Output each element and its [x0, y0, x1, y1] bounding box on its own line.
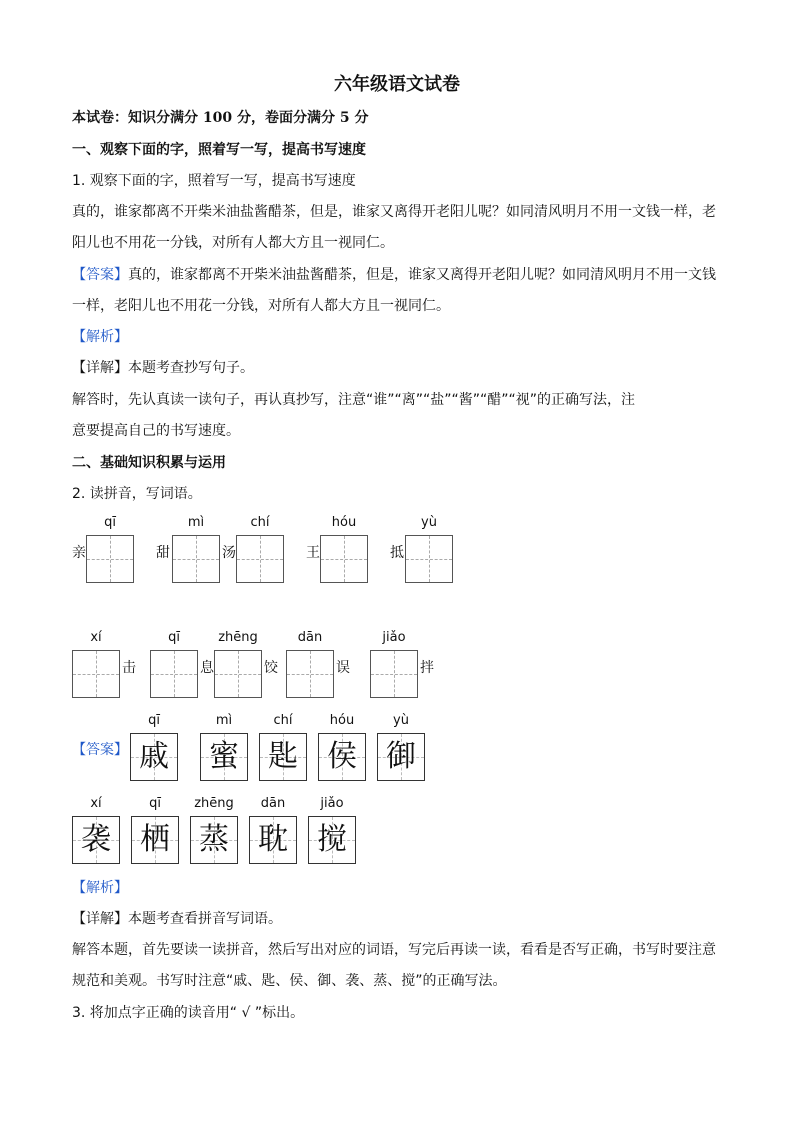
- q1-answer: [72, 265, 732, 285]
- writing-box[interactable]: [172, 535, 220, 583]
- pinyin-label: xí: [90, 796, 102, 811]
- pinyin-label: dān: [297, 630, 323, 645]
- q2-explain-line2: 规范和美观。书写时注意“戚、匙、侯、御、袭、蒸、搅”的正确写法。: [72, 973, 507, 989]
- word-char: 抵: [390, 545, 404, 561]
- pinyin-label: mì: [215, 713, 233, 728]
- answer-char-box: 耽: [249, 816, 297, 864]
- pinyin-label: qī: [104, 515, 116, 530]
- q2-detail: [72, 909, 732, 929]
- pinyin-label: qī: [148, 713, 160, 728]
- writing-box[interactable]: [214, 650, 262, 698]
- q1-explain-line1: 解答时，先认真读一读句子，再认真抄写，注意“谁”“离”“盐”“酱”“醋”“视”的正确写法，注: [72, 392, 636, 408]
- answer-row-2: [0, 796, 794, 886]
- pinyin-label: qī: [168, 630, 180, 645]
- detail-tag: 【详解】: [72, 360, 128, 376]
- answer-tag: 【答案】: [72, 267, 128, 283]
- pinyin-label: dān: [260, 796, 286, 811]
- q1-text-line1: 真的，谁家都离不开柴米油盐酱醋茶，但是，谁家又离得开老阳儿呢？如同清风明月不用一文钱一样，老: [72, 204, 716, 220]
- pinyin-label: jiǎo: [320, 796, 344, 811]
- detail-text: 本题考查抄写句子。: [128, 360, 254, 376]
- word-char: 甜: [156, 545, 170, 561]
- writing-box[interactable]: [236, 535, 284, 583]
- word-char: 汤: [222, 545, 236, 561]
- answer-tag: 【答案】: [72, 742, 128, 758]
- q2-explain-line1: 解答本题，首先要读一读拼音，然后写出对应的词语，写完后再读一读，看看是否写正确，书写时要注意: [72, 942, 716, 958]
- detail-tag: 【详解】: [72, 911, 128, 927]
- pinyin-label: qī: [149, 796, 161, 811]
- pinyin-label: xí: [90, 630, 102, 645]
- pinyin-label: hóu: [329, 713, 355, 728]
- pinyin-label: chí: [250, 515, 270, 530]
- answer-line2: 一样，老阳儿也不用花一分钱，对所有人都大方且一视同仁。: [72, 298, 450, 314]
- pinyin-row-2: [0, 630, 794, 720]
- analysis-tag: 【解析】: [72, 329, 128, 345]
- score-intro: 本试卷：知识分满分 100 分，卷面分满分 5 分: [72, 110, 369, 126]
- answer-line1: 真的，谁家都离不开柴米油盐酱醋茶，但是，谁家又离得开老阳儿呢？如同清风明月不用一文钱: [128, 267, 716, 283]
- pinyin-label: mì: [187, 515, 205, 530]
- answer-char-box: 戚: [130, 733, 178, 781]
- q1-explain-line2: 意要提高自己的书写速度。: [72, 423, 240, 439]
- analysis-tag: 【解析】: [72, 880, 128, 896]
- pinyin-label: hóu: [331, 515, 357, 530]
- writing-box[interactable]: [150, 650, 198, 698]
- answer-row-1: [0, 713, 794, 803]
- word-char: 王: [306, 545, 320, 561]
- pinyin-label: yù: [421, 515, 437, 530]
- answer-char-box: 袭: [72, 816, 120, 864]
- writing-box[interactable]: [286, 650, 334, 698]
- word-char: 饺: [264, 660, 278, 676]
- q1-text-line2: 阳儿也不用花一分钱，对所有人都大方且一视同仁。: [72, 235, 394, 251]
- detail-text: 本题考查看拼音写词语。: [128, 911, 282, 927]
- answer-char-box: 搅: [308, 816, 356, 864]
- word-char: 拌: [420, 660, 434, 676]
- writing-box[interactable]: [72, 650, 120, 698]
- word-char: 击: [122, 660, 136, 676]
- page-title: 六年级语文试卷: [334, 74, 460, 95]
- pinyin-label: zhēng: [194, 796, 234, 811]
- pinyin-label: zhēng: [218, 630, 258, 645]
- writing-box[interactable]: [86, 535, 134, 583]
- section2-heading: 二、基础知识积累与运用: [72, 455, 226, 471]
- word-char: 息: [200, 660, 214, 676]
- answer-char-box: 蜜: [200, 733, 248, 781]
- answer-char-box: 御: [377, 733, 425, 781]
- q1-detail: [72, 358, 732, 378]
- answer-char-box: 侯: [318, 733, 366, 781]
- word-char: 误: [336, 660, 350, 676]
- pinyin-row-1: [0, 515, 794, 605]
- pinyin-label: jiǎo: [382, 630, 406, 645]
- q2-label: 2. 读拼音，写词语。: [72, 486, 202, 502]
- writing-box[interactable]: [320, 535, 368, 583]
- word-char: 亲: [72, 545, 86, 561]
- answer-char-box: 匙: [259, 733, 307, 781]
- pinyin-label: yù: [393, 713, 409, 728]
- writing-box[interactable]: [405, 535, 453, 583]
- q1-label: 1. 观察下面的字，照着写一写，提高书写速度: [72, 173, 356, 189]
- answer-char-box: 蒸: [190, 816, 238, 864]
- answer-char-box: 栖: [131, 816, 179, 864]
- section1-heading: 一、观察下面的字，照着写一写，提高书写速度: [72, 142, 366, 158]
- q3-label: 3. 将加点字正确的读音用“ √ ”标出。: [72, 1005, 305, 1021]
- writing-box[interactable]: [370, 650, 418, 698]
- pinyin-label: chí: [273, 713, 293, 728]
